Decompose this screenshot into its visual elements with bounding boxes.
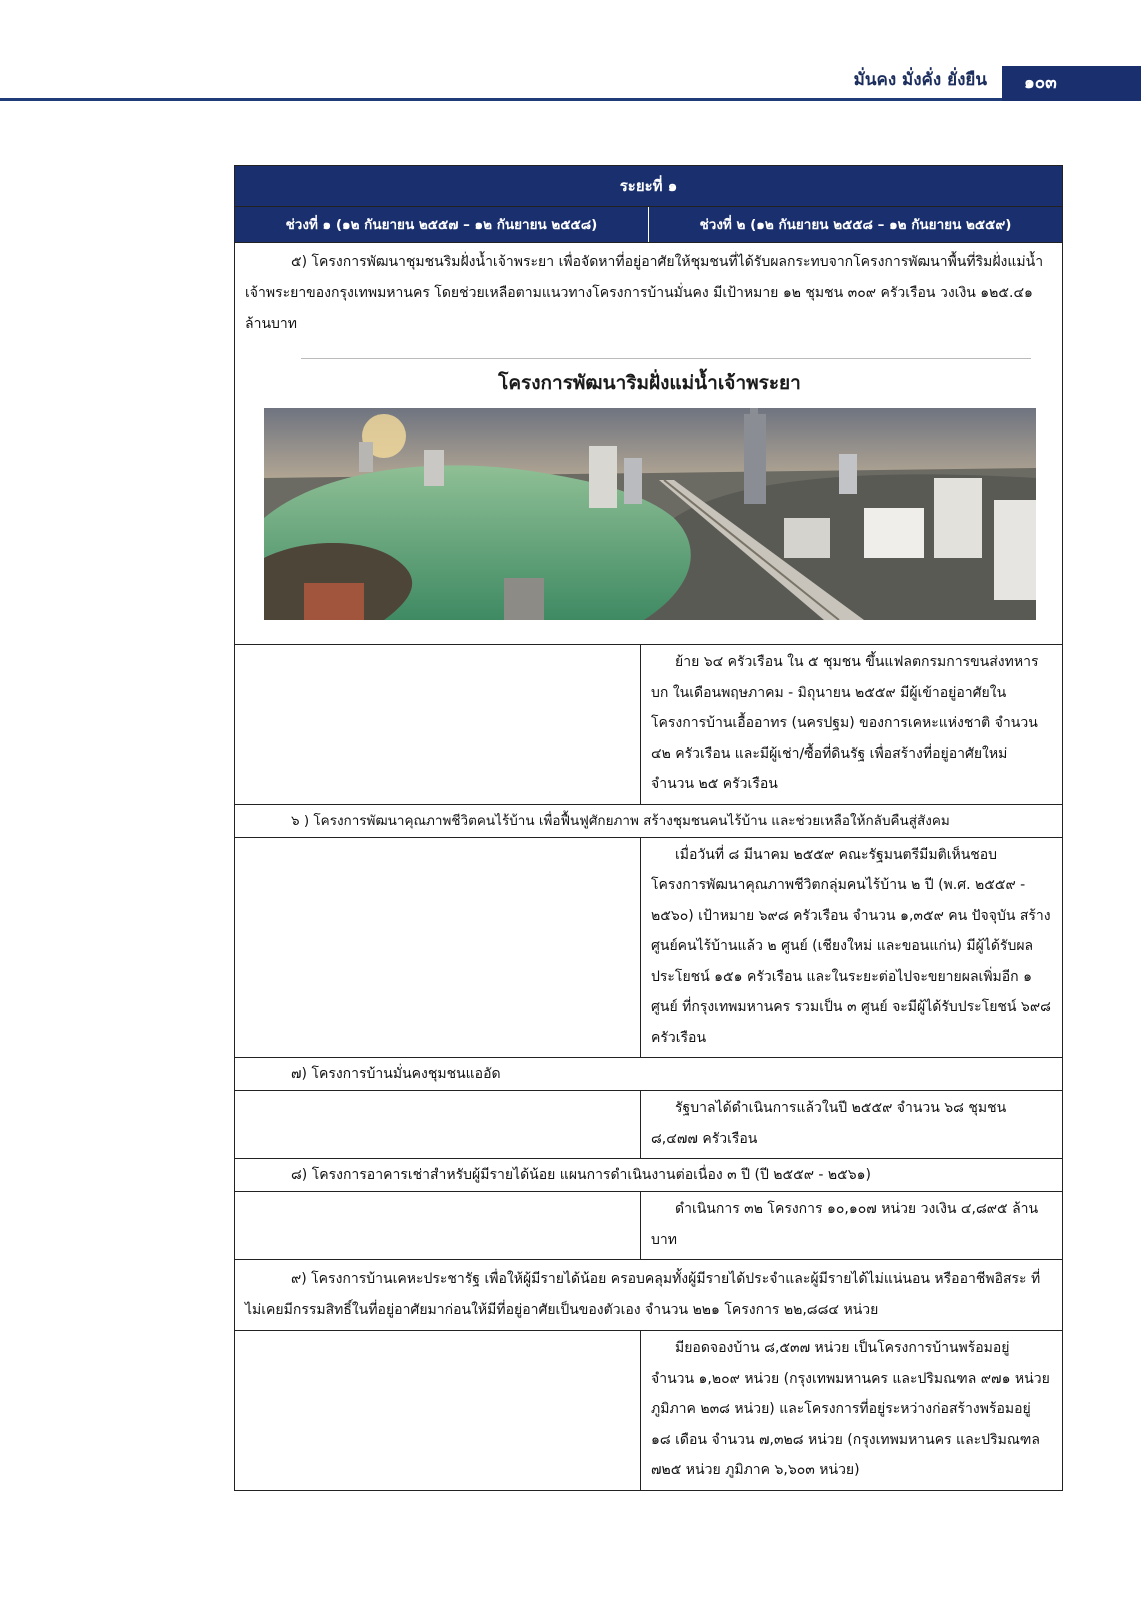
item9-result-empty-cell [235,1331,641,1490]
item7-result-empty-cell [235,1091,641,1158]
progress-table [234,165,1063,1491]
item9-text: ๙) โครงการบ้านเคหะประชารัฐ เพื่อให้ผู้มีรายได้น้อย ครอบคลุมทั้งผู้มีรายได้ประจำและผู้มีรายได้ไม่แน่นอน หรืออาชีพอิสระ ที่ไม่เคยมีกรรมสิทธิ์ในที่อยู่อาศัยมาก่อนให้มีที่อยู่อาศัยเป็นของตัวเอง จำนวน ๒๒๑ โครงการ ๒๒,๘๘๔ หน่วย [235,1259,1062,1330]
item5-text: ๕) โครงการพัฒนาชุมชนริมฝั่งน้ำเจ้าพระยา เพื่อจัดหาที่อยู่อาศัยให้ชุมชนที่ได้รับผลกระทบจากโครงการพัฒนาพื้นที่ริมฝั่งแม่น้ำเจ้าพระยาของกรุงเทพมหานคร โดยช่วยเหลือตามแนวทางโครงการบ้านมั่นคง มีเป้าหมาย ๑๒ ชุมชน ๓๐๙ ครัวเรือน วงเงิน ๑๒๕.๔๑ ล้านบาท [245,254,1044,332]
item9-result-row [235,1330,1062,1490]
item8-result-row [235,1191,1062,1259]
table-header-row [235,206,1062,242]
chao-phraya-skyline-photo [264,408,1036,620]
col1-header: ช่วงที่ ๑ (๑๒ กันยายน ๒๕๕๗ – ๑๒ กันยายน ๒๕๕๘) [285,217,598,233]
item5-row [235,242,1062,644]
item8-text: ๘) โครงการอาคารเช่าสำหรับผู้มีรายได้น้อย แผนการดำเนินงานต่อเนื่อง ๓ ปี (ปี ๒๕๕๙ - ๒๕๖๑) [235,1158,1062,1191]
item7-text: ๗) โครงการบ้านมั่นคงชุมชนแออัด [235,1057,1062,1090]
phase-title: ระยะที่ ๑ [235,166,1062,206]
header-rule [0,98,1141,101]
item6-text: ๖ ) โครงการพัฒนาคุณภาพชีวิตคนไร้บ้าน เพื่อฟื้นฟูศักยภาพ สร้างชุมชนคนไร้บ้าน และช่วยเหลือให้กลับคืนสู่สังคม [235,804,1062,837]
header-title: มั่นคง มั่งคั่ง ยั่งยืน [853,70,987,90]
item9-result: มียอดจองบ้าน ๘,๕๓๗ หน่วย เป็นโครงการบ้านพร้อมอยู่ จำนวน ๑,๒๐๙ หน่วย (กรุงเทพมหานคร และปริมณฑล ๙๗๑ หน่วย ภูมิภาค ๒๓๘ หน่วย) และโครงการที่อยู่ระหว่างก่อสร้างพร้อมอยู่ ๑๘ เดือน จำนวน ๗,๓๒๘ หน่วย (กรุงเทพมหานคร และปริมณฑล ๗๒๕ หน่วย ภูมิภาค ๖,๖๐๓ หน่วย) [651,1340,1050,1478]
col2-header: ช่วงที่ ๒ (๑๒ กันยายน ๒๕๕๘ – ๑๒ กันยายน ๒๕๕๙) [648,207,1062,242]
photo-rule [301,358,1031,359]
item8-result-empty-cell [235,1192,641,1259]
item5-result-row [235,644,1062,804]
photo-block [235,344,1062,644]
item6-result-empty-cell [235,838,641,1058]
page-number: ๑๐๓ [1002,66,1141,101]
item5-result-empty-cell [235,645,641,804]
photo-title: โครงการพัฒนาริมฝั่งแม่น้ำเจ้าพระยา [498,372,801,394]
item7-result-row [235,1090,1062,1158]
item6-result: เมื่อวันที่ ๘ มีนาคม ๒๕๕๙ คณะรัฐมนตรีมีมติเห็นชอบโครงการพัฒนาคุณภาพชีวิตกลุ่มคนไร้บ้าน ๒ ปี (พ.ศ. ๒๕๕๙ - ๒๕๖๐) เป้าหมาย ๖๙๘ ครัวเรือน จำนวน ๑,๓๕๙ คน ปัจจุบัน สร้างศูนย์คนไร้บ้านแล้ว ๒ ศูนย์ (เชียงใหม่ และขอนแก่น) มีผู้ได้รับผลประโยชน์ ๑๕๑ ครัวเรือน และในระยะต่อไปจะขยายผลเพิ่มอีก ๑ ศูนย์ ที่กรุงเทพมหานคร รวมเป็น ๓ ศูนย์ จะมีผู้ได้รับประโยชน์ ๖๙๘ ครัวเรือน [651,846,1051,1046]
item5-result: ย้าย ๖๔ ครัวเรือน ใน ๕ ชุมชน ขึ้นแฟลตกรมการขนส่งทหารบก ในเดือนพฤษภาคม - มิถุนายน ๒๕๕๙ มีผู้เข้าอยู่อาศัยในโครงการบ้านเอื้ออาทร (นครปฐม) ของการเคหะแห่งชาติ จำนวน ๔๒ ครัวเรือน และมีผู้เช่า/ซื้อที่ดินรัฐ เพื่อสร้างที่อยู่อาศัยใหม่ จำนวน ๒๕ ครัวเรือน [651,654,1039,792]
item8-result: ดำเนินการ ๓๒ โครงการ ๑๐,๑๐๗ หน่วย วงเงิน ๔,๘๙๕ ล้านบาท [651,1201,1039,1248]
item7-result: รัฐบาลได้ดำเนินการแล้วในปี ๒๕๕๙ จำนวน ๖๘ ชุมชน ๘,๔๗๗ ครัวเรือน [651,1100,1007,1147]
item6-result-row [235,837,1062,1058]
